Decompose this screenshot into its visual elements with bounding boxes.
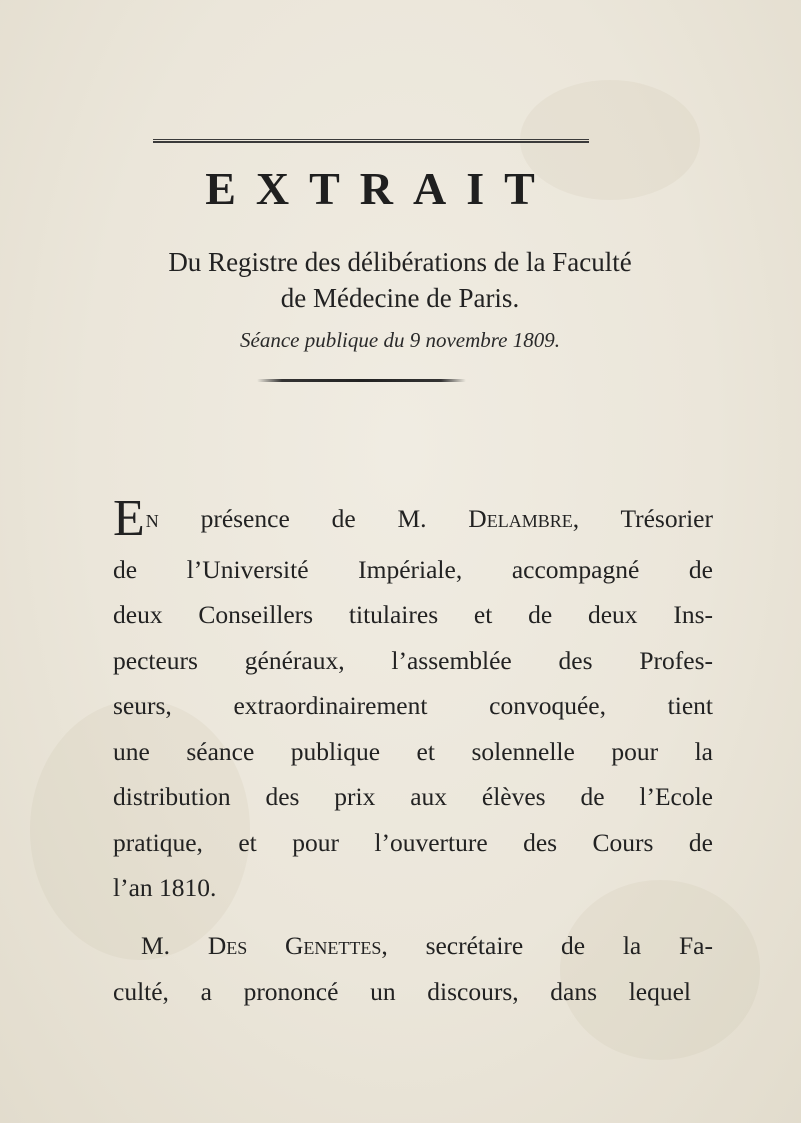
person-name: Des Genettes — [207, 931, 382, 960]
subtitle-line: de Médecine de Paris. — [280, 283, 520, 313]
paragraph-line: deux Conseillers titulaires et de deux Ins- — [113, 600, 713, 629]
session-date: Séance publique du 9 novembre 1809. — [240, 328, 560, 352]
paragraph-line: M. Des Genettes, secrétaire de la Fa- — [141, 931, 713, 960]
person-name: Delambre — [468, 504, 573, 533]
paragraph-line: l’an 1810. — [113, 873, 217, 902]
section-rule — [257, 379, 466, 382]
header-double-rule — [153, 139, 589, 143]
paragraph-line: En présence de M. Delambre, Trésorier — [113, 490, 713, 547]
paragraph-line: culté, a prononcé un discours, dans lequel — [113, 977, 691, 1006]
paragraph-line: distribution des prix aux élèves de l’Ecole — [113, 782, 713, 811]
subtitle-line: Du Registre des délibérations de la Faculté — [168, 247, 632, 277]
document-subtitle — [80, 244, 720, 316]
paragraph-line: seurs, extraordinairement convoquée, tient — [113, 691, 713, 720]
paper-stain — [560, 880, 760, 1060]
paragraph-line: pratique, et pour l’ouverture des Cours de — [113, 828, 713, 857]
paragraph-line: de l’Université Impériale, accompagné de — [113, 555, 713, 584]
paragraph-line: pecteurs généraux, l’assemblée des Profes- — [113, 646, 713, 675]
drop-cap: E — [113, 490, 145, 547]
document-title: EXTRAIT — [205, 163, 555, 214]
paragraph-line: une séance publique et solennelle pour la — [113, 737, 713, 766]
